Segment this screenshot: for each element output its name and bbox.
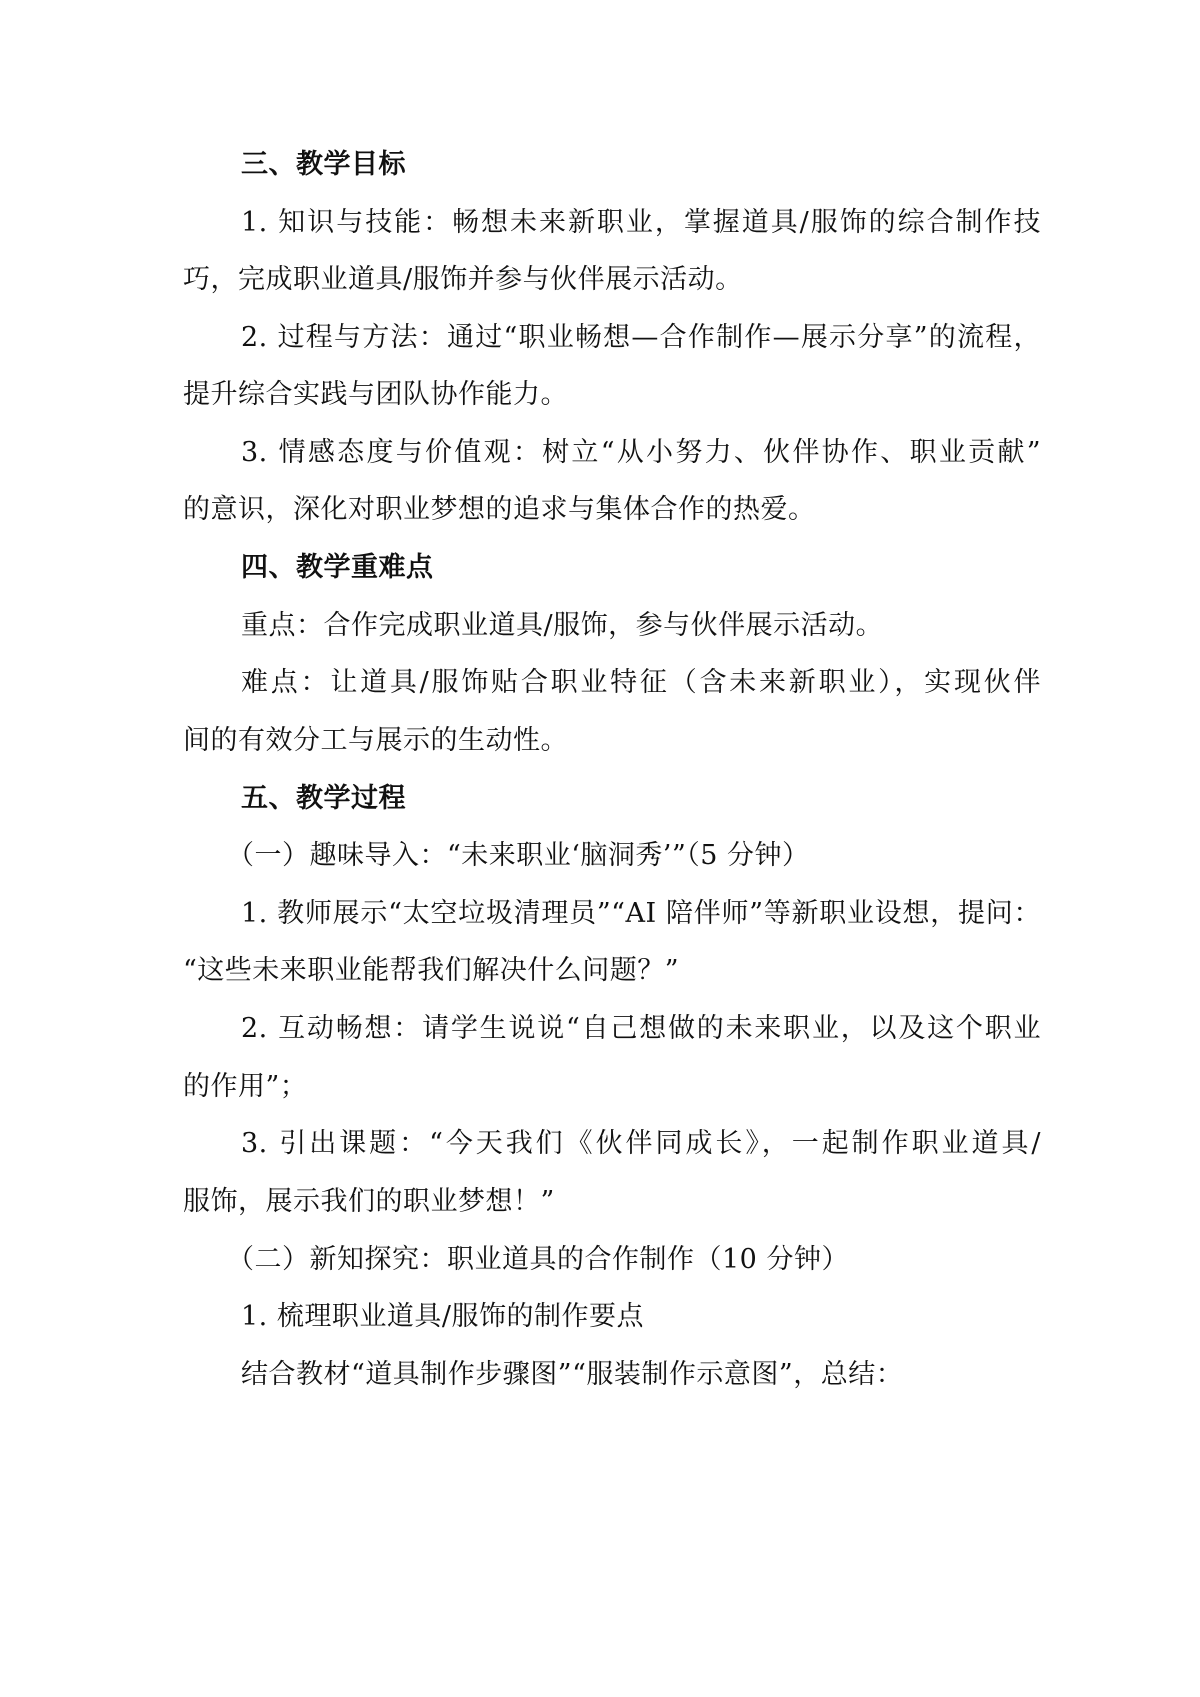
subsection-heading: （一）趣味导入：“未来职业‘脑洞秀’”（5 分钟） <box>227 840 810 871</box>
paragraph-line: 难点：让道具/服饰贴合职业特征（含未来新职业），实现伙伴 <box>241 667 1041 698</box>
paragraph-line: 服饰，展示我们的职业梦想！” <box>183 1186 555 1217</box>
paragraph-line: 巧，完成职业道具/服饰并参与伙伴展示活动。 <box>183 264 743 295</box>
paragraph-line: 1. 知识与技能：畅想未来新职业，掌握道具/服饰的综合制作技 <box>241 207 1041 238</box>
paragraph-line: 重点：合作完成职业道具/服饰，参与伙伴展示活动。 <box>241 610 884 641</box>
paragraph-line: 的意识，深化对职业梦想的追求与集体合作的热爱。 <box>183 494 816 525</box>
paragraph-line: 提升综合实践与团队协作能力。 <box>183 379 568 410</box>
paragraph-line: 结合教材“道具制作步骤图”“服装制作示意图”，总结： <box>241 1359 904 1390</box>
section-heading-key-points: 四、教学重难点 <box>241 552 434 583</box>
paragraph-line: 2. 过程与方法：通过“职业畅想—合作制作—展示分享”的流程， <box>241 322 1041 353</box>
subsection-heading: （二）新知探究：职业道具的合作制作（10 分钟） <box>227 1244 849 1275</box>
section-heading-process: 五、教学过程 <box>241 783 406 814</box>
paragraph-line: 3. 引出课题：“今天我们《伙伴同成长》，一起制作职业道具/ <box>241 1128 1041 1159</box>
paragraph-line: 的作用”； <box>183 1071 308 1102</box>
paragraph-line: 1. 教师展示“太空垃圾清理员”“AI 陪伴师”等新职业设想，提问： <box>241 898 1041 929</box>
paragraph-line: 3. 情感态度与价值观：树立“从小努力、伙伴协作、职业贡献” <box>241 437 1041 468</box>
paragraph-line: 间的有效分工与展示的生动性。 <box>183 725 568 756</box>
paragraph-line: 2. 互动畅想：请学生说说“自己想做的未来职业，以及这个职业 <box>241 1013 1041 1044</box>
paragraph-line: “这些未来职业能帮我们解决什么问题？” <box>183 955 680 986</box>
paragraph-line: 1. 梳理职业道具/服饰的制作要点 <box>241 1301 644 1332</box>
section-heading-teaching-goals: 三、教学目标 <box>241 149 406 180</box>
